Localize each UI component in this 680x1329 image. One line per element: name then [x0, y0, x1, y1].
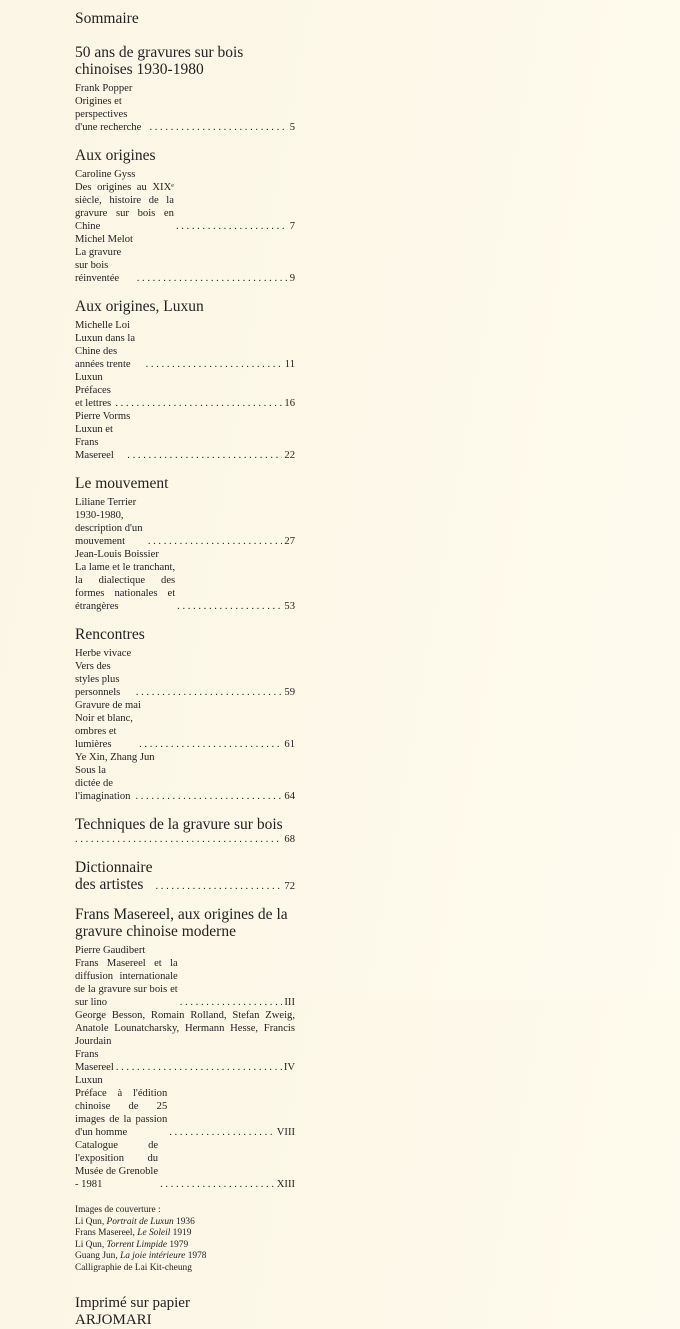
toc-section — [75, 626, 295, 803]
toc-entry — [75, 496, 295, 548]
cover-author: Frans Masereel, — [75, 1228, 138, 1239]
entry-title: Préface à l'édition chinoise de 25 images de la passion d'un homme — [75, 1088, 168, 1138]
entry-page: 5 — [289, 122, 295, 133]
cover-work: Le Soleil — [137, 1228, 171, 1239]
entry-author: Pierre Vorms — [75, 411, 131, 422]
calligraphy-credit: Calligraphie de Lai Kit-cheung — [75, 1262, 192, 1273]
cover-year: 1936 — [173, 1216, 195, 1227]
printer-credit — [75, 1295, 295, 1329]
toc-section — [75, 147, 295, 285]
table-of-contents — [75, 9, 295, 1329]
toc-entry — [75, 1139, 295, 1191]
entry-page: 64 — [284, 791, 295, 802]
cover-line — [75, 1217, 295, 1229]
toc-entry — [75, 82, 295, 134]
leader-dots — [75, 833, 282, 846]
entry-title: Noir et blanc, ombres et lumières — [75, 713, 133, 750]
entry-title: Luxun dans la Chine des années trente — [75, 333, 136, 370]
cover-label: Images de couverture : — [75, 1205, 161, 1215]
toc-section-techniques — [75, 816, 295, 846]
entry-page: 16 — [284, 398, 295, 409]
section-heading: Frans Masereel, aux origines de la gravure chinoise moderne — [75, 906, 288, 940]
entry-page: 53 — [284, 601, 295, 612]
toc-entry — [75, 548, 295, 613]
entry-title: Luxun et Frans Masereel — [75, 424, 114, 461]
leader-dots — [116, 1061, 282, 1074]
entry-author: George Besson, Romain Rolland, Stefan Zweig, Anatole Lounatcharsky, Hermann Hesse, Francis Jourdain — [75, 1010, 295, 1047]
leader-dots — [177, 600, 282, 613]
section-heading: Rencontres — [75, 626, 145, 643]
entry-author: Jean-Louis Boissier — [75, 549, 159, 560]
toc-section-dictionnaire — [75, 859, 295, 893]
entry-author: Caroline Gyss — [75, 169, 136, 180]
entry-title: La lame et le tranchant, la dialectique des formes nationales et étrangères — [75, 562, 176, 612]
cover-author: Li Qun, — [75, 1239, 107, 1250]
entry-page: IV — [283, 1062, 295, 1073]
section-heading: Techniques de la gravure sur bois — [75, 816, 283, 833]
leader-dots — [115, 397, 282, 410]
leader-dots — [155, 880, 281, 893]
entry-title: Sous la dictée de l'imagination — [75, 765, 131, 802]
leader-dots — [180, 996, 283, 1009]
entry-page: 22 — [284, 450, 295, 461]
entry-title: Vers des styles plus personnels — [75, 661, 121, 698]
entry-title: Origines et perspectives d'une recherche — [75, 96, 142, 133]
leader-dots — [146, 358, 283, 371]
leader-dots — [139, 738, 282, 751]
entry-title: Frans Masereel et la diffusion internationale de la gravure sur bois et sur lino — [75, 958, 178, 1008]
entry-title: La gravure sur bois réinventée — [75, 247, 122, 284]
toc-entry — [75, 859, 295, 893]
section-heading: Aux origines, Luxun — [75, 298, 204, 315]
leader-dots — [136, 686, 283, 699]
toc-entry — [75, 647, 295, 699]
cover-credits — [75, 1205, 295, 1275]
entry-author: Frank Popper — [75, 83, 133, 94]
entry-author: Pierre Gaudibert — [75, 945, 146, 956]
toc-entry — [75, 410, 295, 462]
cover-year: 1979 — [167, 1239, 189, 1250]
section-heading: 50 ans de gravures sur bois chinoises 1930-1980 — [75, 44, 244, 78]
entry-page: XIII — [276, 1179, 295, 1190]
leader-dots — [160, 1178, 275, 1191]
leader-dots — [127, 449, 282, 462]
entry-page: 61 — [284, 739, 295, 750]
entry-author: Michel Melot — [75, 234, 133, 245]
entry-page: 72 — [284, 881, 295, 892]
entry-author: Luxun — [75, 372, 103, 383]
leader-dots — [148, 535, 283, 548]
toc-section — [75, 44, 295, 134]
entry-page: 27 — [284, 536, 295, 547]
toc-entry — [75, 699, 295, 751]
entry-author: Gravure de mai — [75, 700, 141, 711]
page-title: Sommaire — [75, 10, 139, 27]
entry-page: VIII — [276, 1127, 295, 1138]
entry-page: 68 — [284, 834, 295, 845]
leader-dots — [169, 1126, 275, 1139]
entry-author: Michelle Loi — [75, 320, 131, 331]
toc-section-masereel — [75, 906, 295, 1191]
printer-line: Imprimé sur papier — [75, 1294, 190, 1311]
toc-entry — [75, 233, 295, 285]
entry-page: 11 — [284, 359, 295, 370]
entry-page: 9 — [289, 273, 295, 284]
cover-work: La joie intérieure — [120, 1251, 186, 1262]
entry-page: 7 — [289, 221, 295, 232]
cover-year: 1978 — [185, 1251, 207, 1262]
toc-entry — [75, 319, 295, 371]
toc-entry — [75, 371, 295, 410]
cover-year: 1919 — [170, 1228, 192, 1239]
toc-entry — [75, 833, 295, 846]
toc-entry — [75, 751, 295, 803]
entry-author: Ye Xin, Zhang Jun — [75, 752, 155, 763]
cover-work: Portrait de Luxun — [106, 1216, 174, 1227]
leader-dots — [135, 790, 282, 803]
cover-line — [75, 1228, 295, 1240]
section-heading: Dictionnaire des artistes — [75, 859, 153, 893]
entry-title: Préfaces et lettres — [75, 385, 112, 409]
entry-title: 1930-1980, description d'un mouvement — [75, 510, 143, 547]
leader-dots — [137, 272, 288, 285]
cover-author: Guang Jun, — [75, 1251, 121, 1262]
entry-author: Herbe vivace — [75, 648, 132, 659]
section-heading: Le mouvement — [75, 475, 169, 492]
section-heading: Aux origines — [75, 147, 156, 164]
cover-line — [75, 1251, 295, 1263]
cover-work: Torrent Limpide — [106, 1239, 168, 1250]
cover-author: Li Qun, — [75, 1216, 107, 1227]
toc-section — [75, 298, 295, 462]
entry-title: Des origines au XIXᵉ siècle, histoire de la gravure sur bois en Chine — [75, 182, 174, 232]
printer-name: ARJOMARI — [75, 1311, 152, 1328]
toc-entry — [75, 168, 295, 233]
leader-dots — [176, 220, 288, 233]
entry-title: Frans Masereel — [75, 1049, 114, 1073]
cover-line — [75, 1240, 295, 1252]
toc-entry — [75, 1074, 295, 1139]
entry-title: Catalogue de l'exposition du Musée de Grenoble - 1981 — [75, 1140, 159, 1190]
entry-author: Liliane Terrier — [75, 497, 137, 508]
entry-page: III — [284, 997, 295, 1008]
toc-entry — [75, 1009, 295, 1074]
toc-section — [75, 475, 295, 613]
toc-entry — [75, 944, 295, 1009]
leader-dots — [149, 121, 287, 134]
entry-page: 59 — [284, 687, 295, 698]
entry-author: Luxun — [75, 1075, 103, 1086]
